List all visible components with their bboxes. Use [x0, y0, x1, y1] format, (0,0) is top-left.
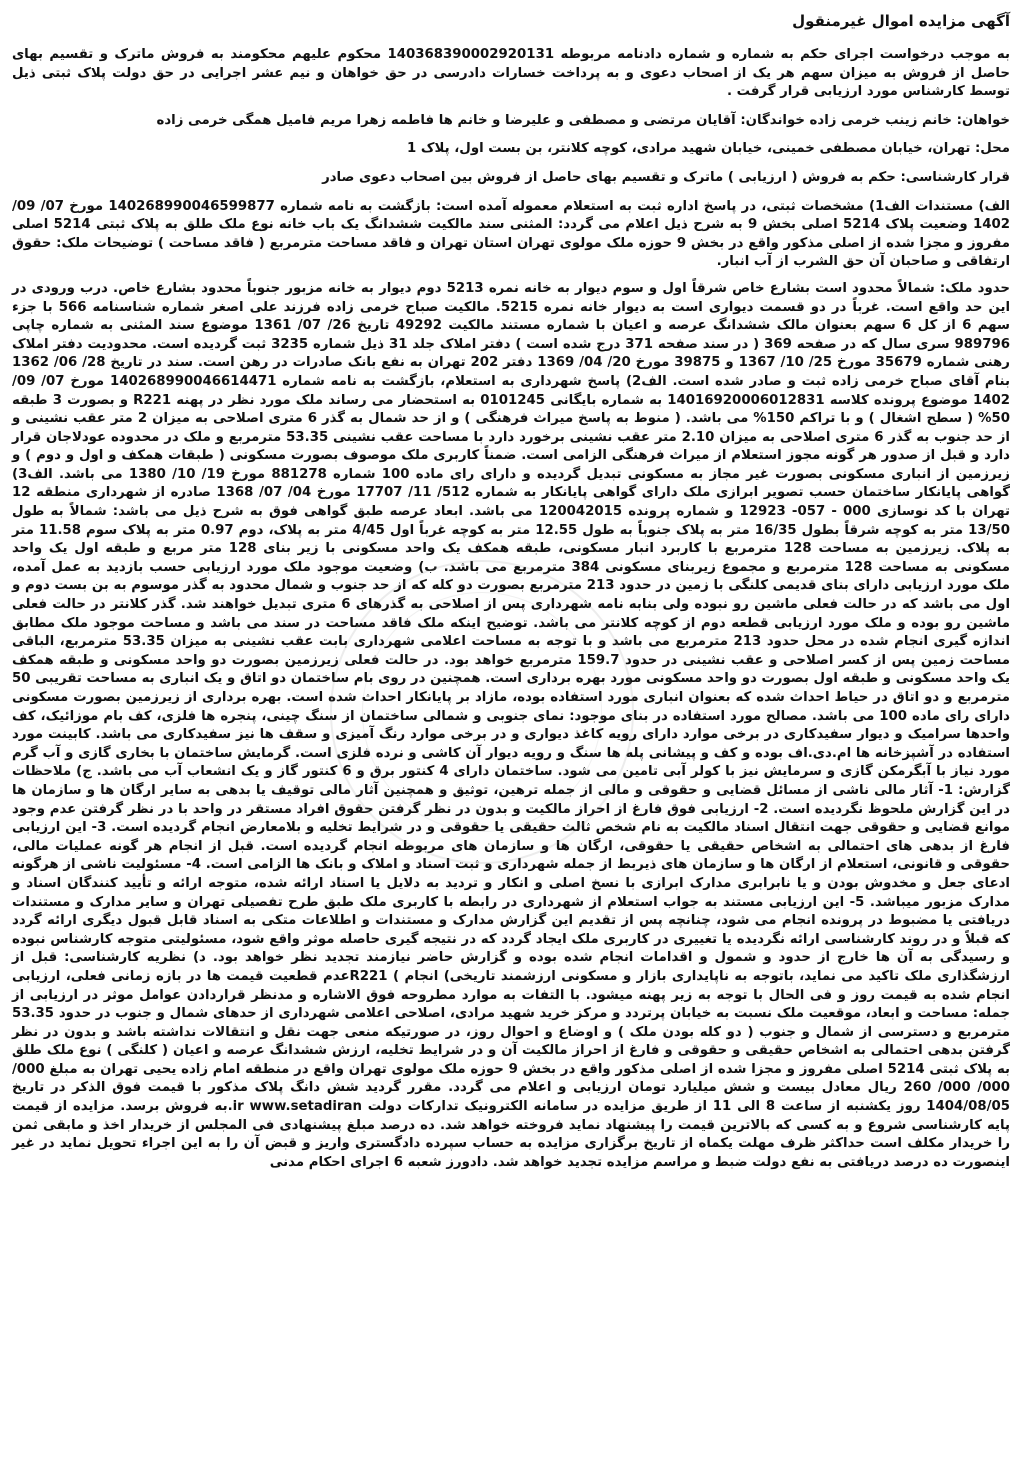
expert-order-paragraph: قرار کارشناسی: حکم به فروش ( ارزیابی ) ماترک و تقسیم بهای حاصل از فروش بین اصحاب دعوی صادر [322, 169, 1010, 185]
notice-title: آگهی مزایده اموال غیرمنقول [792, 12, 1010, 30]
intro-paragraph: به موجب درخواست اجرای حکم به شماره و شماره دادنامه مربوطه 140368390002920131 محکوم علیهم محکومند به فروش ماترک و تقسیم بهای حاصل از فروش به میزان سهم هر یک از اصحاب دعوی و به پرداخت خسارات دادرسی در حق خواهان و نیم عشر اجرایی در حق دولت پلاک ثبتی ذیل توسط کارشناس مورد ارزیابی قرار گرفت . [12, 47, 1010, 100]
parties-paragraph: خواهان: خانم زینب خرمی زاده خواندگان: آقایان مرتضی و مصطفی و علیرضا و خانم ها فاطمه زهرا مریم فامیل همگی خرمی زاده [156, 112, 1010, 128]
location-paragraph: محل: تهران، خیابان مصطفی خمینی، خیابان شهید مرادی، کوچه کلانتر، بن بست اول، پلاک 1 [407, 141, 1010, 157]
registration-docs-paragraph: الف) مستندات الف1) مشخصات ثبتی، در پاسخ اداره ثبت به استعلام معموله آمده است: بازگشت به نامه شماره 140268990046599877 مورخ 07/ 09/ 1402 وضعیت پلاک 5214 اصلی بخش 9 به شرح ذیل اعلام می گردد: المثنی سند مالکیت ششدانگ یک باب خانه نوع ملک طلق به پلاک ثبتی 5214 اصلی مفروز و مجزا شده از اصلی مذکور واقع در بخش 9 حوزه ملک مولوی تهران استان تهران و فاقد مساحت مترمربع ( فاقد مساحت ) توضیحات ملک: حقوق ارتفاقی و صاحبان آن حق الشرب از آب انبار. [12, 198, 1010, 270]
property-details-paragraph: حدود ملک: شمالاً محدود است بشارع خاص شرقاً اول و سوم دیوار به خانه نمره 5213 دوم دیوار به خانه مزبور جنوباً محدود بشارع خاص. درب ورودی در این حد واقع است. غرباً در دو قسمت دیواری است به دیوار خانه نمره 5215. مالکیت صباح خرمی زاده فرزند علی اصغر شماره شناسنامه 566 با جزء سهم 6 از کل 6 سهم بعنوان مالک ششدانگ عرصه و اعیان با شماره مستند مالکیت 49292 تاریخ 26/ 07/ 1361 موضوع سند المثنی به شماره چاپی 989796 سری سال که در صفحه 369 ( در سند صفحه 371 درج شده است ) دفتر املاک جلد 31 ذیل شماره 3235 ثبت گردیده است. محدودیت دفتر املاک رهنی شماره 35679 مورخ 25/ 10/ 1367 و 39875 مورخ 20/ 04/ 1369 دفتر 202 تهران به نفع بانک صادرات در رهن است. سند در تاریخ 28/ 06/ 1362 بنام آقای صباح خرمی زاده ثبت و صادر شده است. الف2) پاسخ شهرداری به استعلام، بازگشت به نامه شماره 140268990046614471 مورخ 07/ 09/ 1402 موضوع پرونده کلاسه 14016920006012831 به شماره بایگانی 0101245 به استحضار می رساند ملک مورد نظر در پهنه R221 و بصورت 3 طبقه 50% ( سطح اشغال ) و با تراکم 150% می باشد. ( منوط به پاسخ میراث فرهنگی ) و از حد شمال به گذر 6 متری اصلاحی به میزان 2 متر عقب نشینی و از حد جنوب به گذر 6 متری اصلاحی به میزان 2.10 متر عقب نشینی برخورد دارد با مساحت عقب نشینی 53.35 مترمربع و ملک در محدوده عودلاجان قرار دارد و قبل از صدور هر گونه مجوز استعلام از میراث فرهنگی الزامی است. ضمناً کاربری ملک موصوف بصورت مسکونی ( طبقات همکف و اول و دوم ) و زیرزمین از انباری مسکونی بصورت غیر مجاز به مسکونی تبدیل گردیده و دارای رای ماده 100 شماره 881278 مورخ 19/ 10/ 1380 می باشد. الف3) گواهی پایانکار ساختمان حسب تصویر ابرازی ملک دارای گواهی پایانکار به شماره 512/ 11/ 17707 مورخ 04/ 07/ 1368 صادره از شهرداری منطقه 12 تهران با کد نوسازی 000 - 057- 12923 و شماره پرونده 120042015 می باشد. ابعاد عرصه طبق گواهی فوق به شرح ذیل می باشد: شمالاً به طول 13/50 متر به کوچه شرقاً بطول 16/35 متر به پلاک جنوباً به طول 12.55 متر به کوچه غرباً اول 4/45 متر به پلاک، دوم 0.97 متر به پلاک سوم 11.58 متر به پلاک. زیرزمین به مساحت 128 مترمربع با کاربرد انبار مسکونی، طبقه همکف یک واحد مسکونی با زیر بنای 128 متر مربع و طبقه اول یک واحد مسکونی به مساحت 128 مترمربع و مجموع زیربنای مسکونی 384 مترمربع می باشد. ب) وضعیت موجود ملک مورد ارزیابی حسب بازدید به عمل آمده، ملک مورد ارزیابی دارای بنای قدیمی کلنگی با زمین در حدود 213 مترمربع بصورت دو کله که از حد جنوب و شمال محدود به گذر موسوم به بن بست دوم و اول می باشد که در حالت فعلی ماشین رو نبوده ولی بنابه نامه شهرداری پس از اصلاحی به گذرهای 6 متری تبدیل خواهند شد. گذر کلانتر در حالت فعلی ماشین رو بوده و ملک مورد ارزیابی قطعه دوم از کوچه کلانتر می باشد. توضیح اینکه ملک فاقد مساحت در سند می باشد و مساحت موجود ملک مطابق اندازه گیری انجام شده در محل حدود 213 مترمربع می باشد و با توجه به مساحت اعلامی شهرداری بابت عقب نشینی به میزان 53.35 مترمربع، الباقی مساحت زمین پس از کسر اصلاحی و عقب نشینی در حدود 159.7 مترمربع خواهد بود. در حالت فعلی زیرزمین بصورت دو واحد مسکونی و طبقه همکف یک واحد مسکونی و طبقه اول بصورت دو واحد مسکونی مورد بهره برداری است. همچنین در روی بام ساختمان دو اتاق و یک انباری به مساحت تقریبی 50 مترمربع و دو اتاق در حیاط احداث شده که بعنوان انباری مورد استفاده بوده، مازاد بر پایانکار احداث شده است. بهره برداری از زیرزمین بصورت مسکونی دارای رای ماده 100 می باشد. مصالح مورد استفاده در بنای موجود: نمای جنوبی و شمالی ساختمان از سنگ چینی، پنجره ها فلزی، کف بام موزائیک، کف واحدها سرامیک و دیوار سفیدکاری در برخی موارد دارای رویه کاغذ دیواری و در برخی موارد رنگ آمیزی و سقف ها نیز سفیدکاری می باشد. کابینت مورد استفاده در آشپزخانه ها ام.دی.اف بوده و کف و پیشانی پله ها سنگ و رویه دیوار آن کاشی و نرده فلزی است. گرمایش ساختمان با بخاری گازی و آب گرم مورد نیاز با آبگرمکن گازی و سرمایش نیز با کولر آبی تامین می شود. ساختمان دارای 4 کنتور برق و 6 کنتور گاز و یک انشعاب آب می باشد. ج) ملاحظات گزارش: 1- آثار مالی ناشی از مسائل قضایی و حقوقی و مالی از جمله ترهین، توثیق و همچنین آثار مالی توقیف یا بدهی به سایر ارگان ها و سازمان ها در این گزارش ملحوظ نگردیده است. 2- ارزیابی فوق فارغ از احراز مالکیت و بدون در نظر گرفتن حقوق افراد مستقر در واحد با در نظر گرفتن عدم وجود موانع قضایی و حقوقی جهت انتقال اسناد مالکیت به نام شخص ثالث حقیقی یا حقوقی و در شرایط تخلیه و بلامعارض انجام گردیده است. 3- این ارزیابی فارغ از بدهی های احتمالی به اشخاص حقیقی یا حقوقی، ارگان ها و سازمان های مربوطه انجام گردیده است. قبل از انجام هر گونه عملیات مالی، حقوقی و قانونی، استعلام از ارگان ها و سازمان های ذیربط از جمله شهرداری و ثبت اسناد و املاک و بانک ها الزامی است. 4- مسئولیت ناشی از هرگونه ادعای جعل و مخدوش بودن و یا نابرابری مدارک ابرازی با نسخ اصلی و انکار و تردید به دلایل یا اسناد ارائه شده، متوجه ارائه و تأیید کنندگان اسناد و مدارک مزبور میباشد. 5- این ارزیابی مستند به جواب استعلام از شهرداری در رابطه با کاربری ملک طبق طرح تفصیلی تهران و سایر مدارک و مستندات دریافتی یا مضبوط در پرونده انجام می شود، چنانچه پس از تقدیم این گزارش مدارک و مستندات و اطلاعات متکی به اسناد قابل قبول دیگری ارائه گردد که قبلاً و در روند کارشناسی ارائه نگردیده یا تغییری در کاربری ملک ایجاد گردد که در نتیجه گیری حاصله موثر واقع شود، مسئولیتی متوجه کارشناس نبوده و رسیدگی به آن ها خارج از حدود و شمول و اقدامات انجام شده بوده و گزارش حاضر نیازمند تجدید نظر خواهد بود. د) نظریه کارشناسی: قبل از ارزشگذاری ملک تاکید می نماید، باتوجه به ناپایداری بازار و مسکونی ارزشمند تاریخی) انجام ) R221عدم قطعیت قیمت ها در بازه زمانی فعلی، ارزیابی انجام شده به قیمت روز و فی الحال با توجه به زیر پهنه میشود. با التفات به موارد مطروحه فوق الاشاره و مدنظر قراردادن عوامل موثر در ارزیابی از جمله: مساحت و ابعاد، موقعیت ملک نسبت به خیابان پرتردد و مرکز خرید شهید مرادی، اصلاحی اعلامی شهرداری از حدهای شمال و جنوب در حدود 53.35 مترمربع و دسترسی از شمال و جنوب ( دو کله بودن ملک ) و اوضاع و احوال روز، در صورتیکه منعی جهت نقل و انتقالات نداشته باشد و بدون در نظر گرفتن بدهی احتمالی به اشخاص حقیقی و حقوقی و فارغ از احراز مالکیت آن و در شرایط تخلیه، ارزش ششدانگ عرصه و اعیان ( کلنگی ) نوع ملک طلق به پلاک ثبتی 5214 اصلی مفروز و مجزا شده از اصلی مذکور واقع در بخش 9 حوزه ملک مولوی تهران واقع در منطقه امام زاده یحیی تهران به مبلغ 000/ 000/ 000/ 260 ریال معادل بیست و شش میلیارد تومان ارزیابی و اعلام می گردد. مقرر گردید شش دانگ پلاک مذکور با قیمت فوق الذکر در تاریخ 1404/08/05 روز یکشنبه از ساعت 8 الی 11 از طریق مزایده در سامانه الکترونیک تدارکات دولت ir www.setadiran.به فروش برسد. مزایده از قیمت پایه کارشناسی شروع و به کسی که بالاترین قیمت را پیشنهاد نماید فروخته خواهد شد. ده درصد مبلغ پیشنهادی فی المجلس از خریدار اخذ و مابقی ثمن را خریدار مکلف است حداکثر ظرف مهلت یکماه از تاریخ برگزاری مزایده به حساب سپرده دادگستری واریز و قبض آن را به این اجراء تحویل نماید در غیر اینصورت ده درصد دریافتی به نفع دولت ضبط و مراسم مزایده تجدید خواهد شد. دادورز شعبه 6 اجرای احکام مدنی [12, 280, 1011, 1170]
